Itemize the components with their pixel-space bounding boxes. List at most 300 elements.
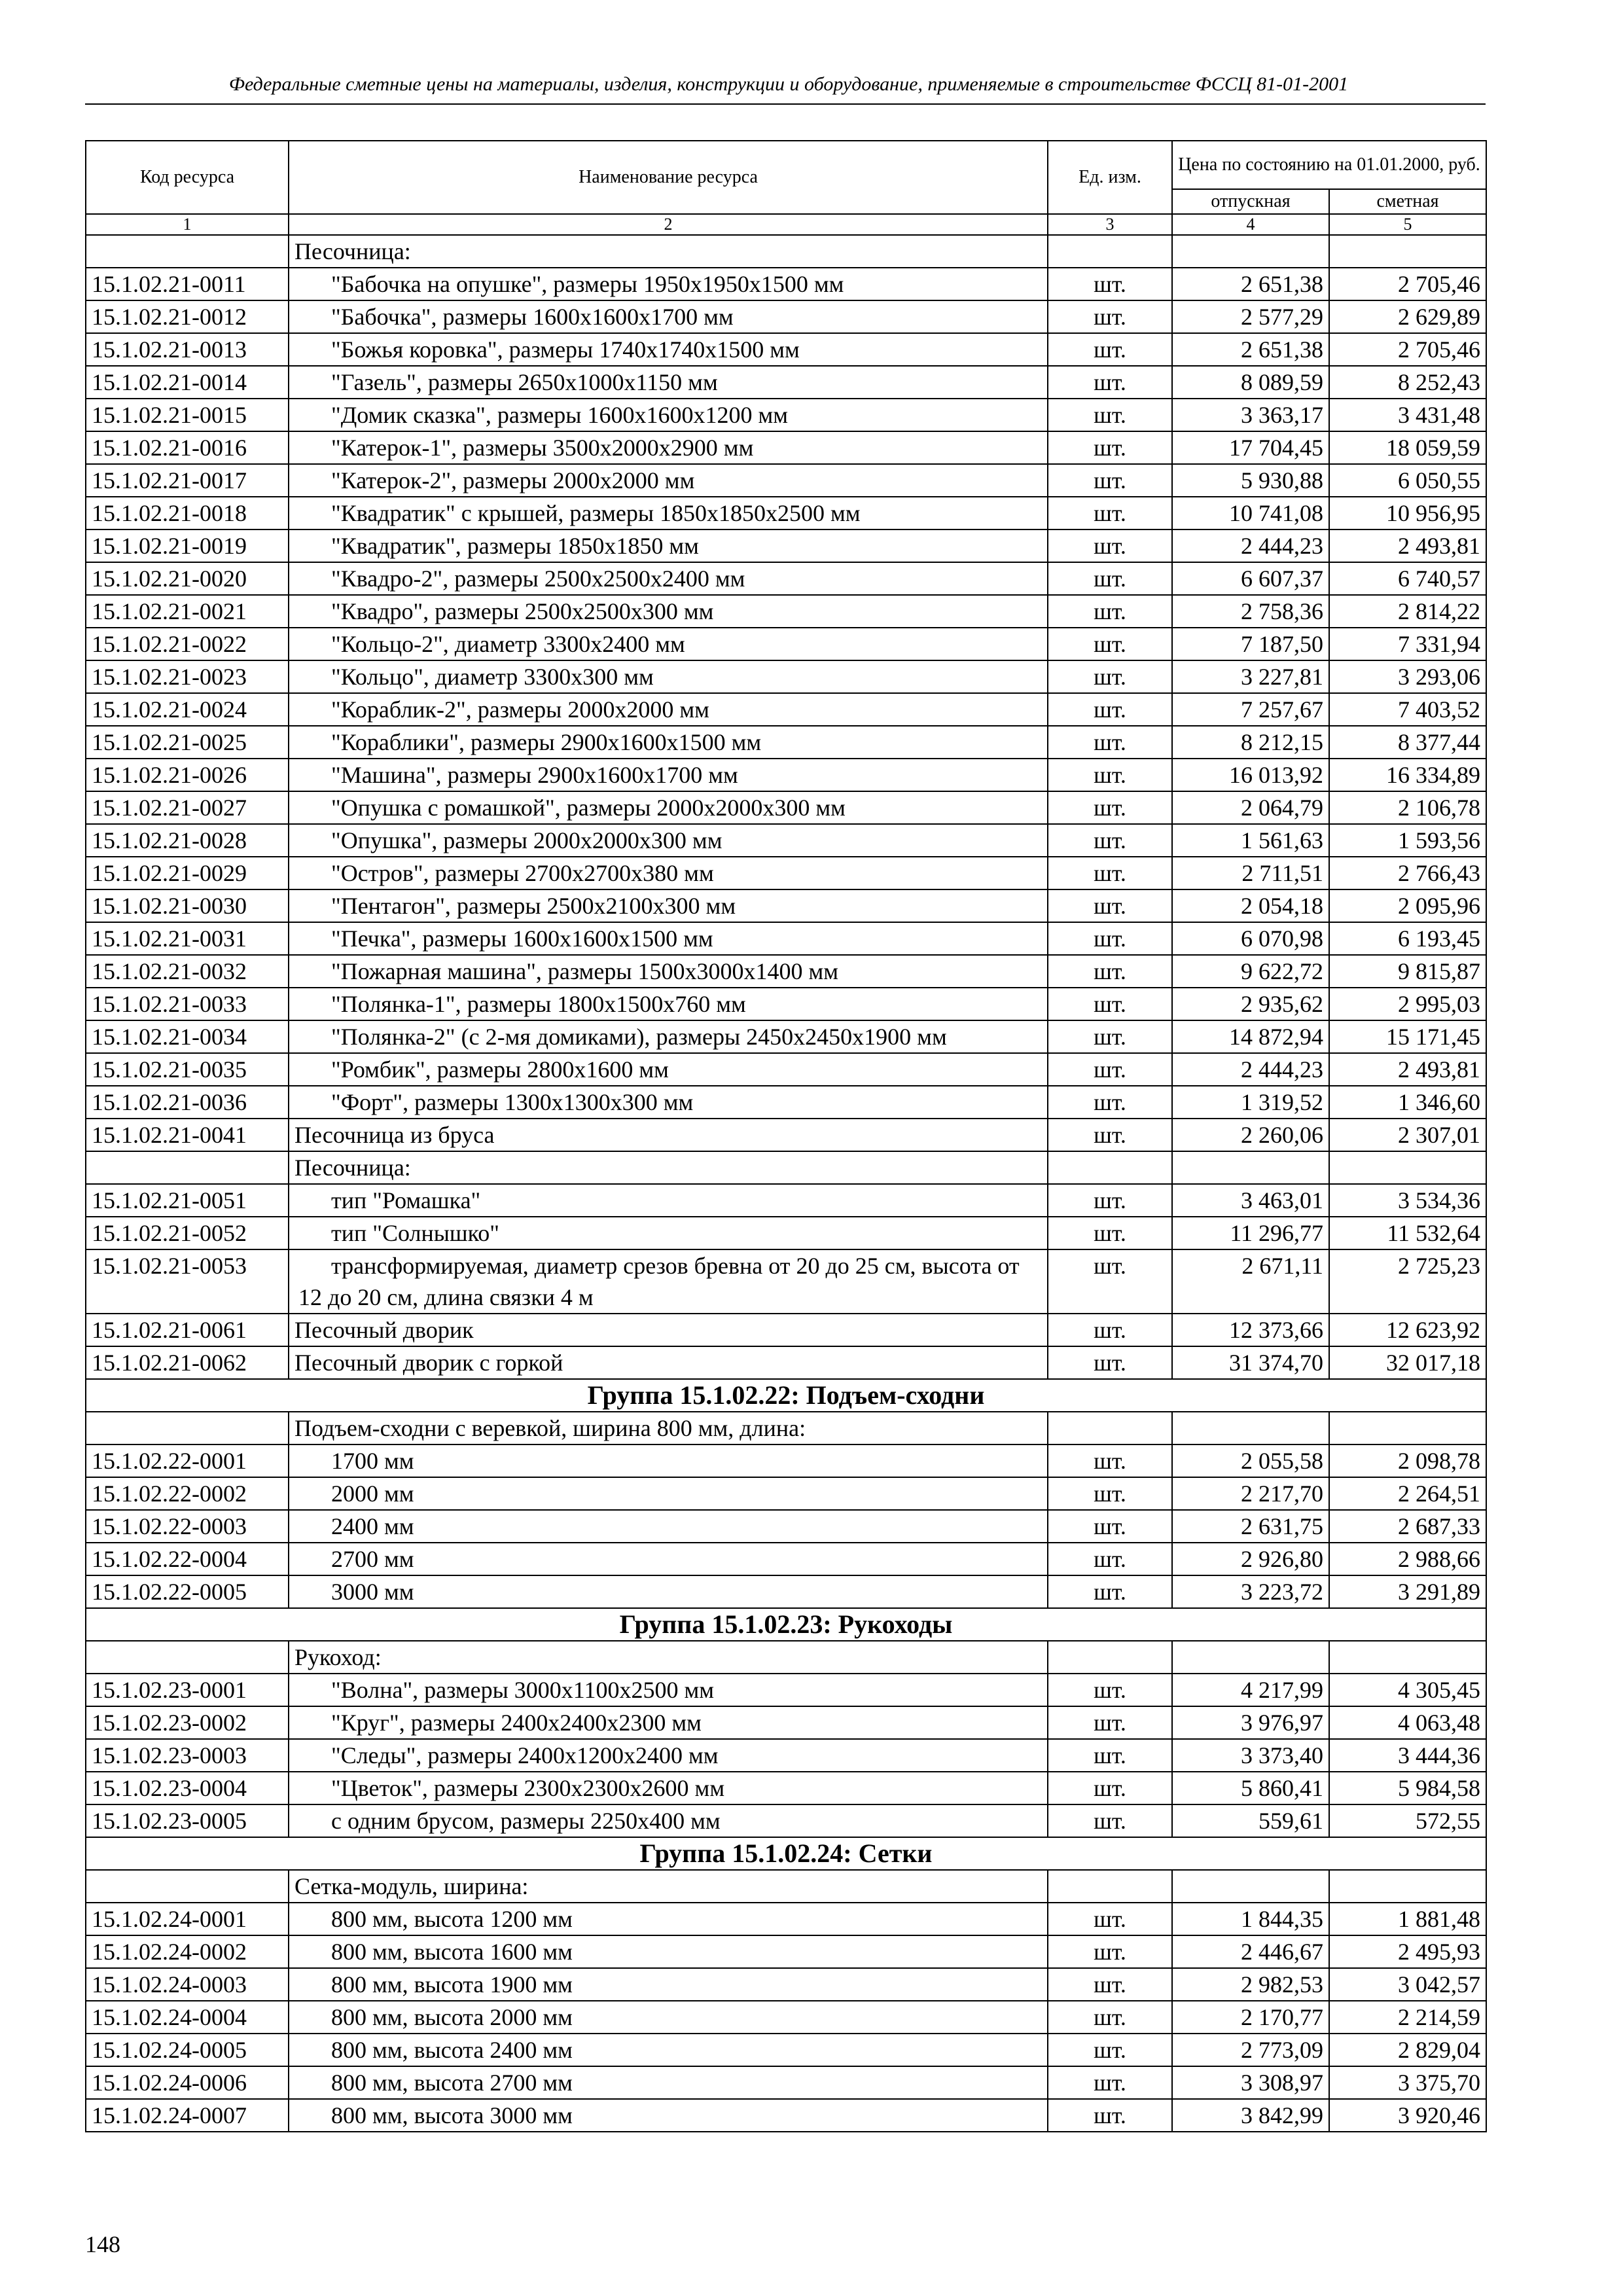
resource-name-cell: [289, 1739, 1048, 1772]
release-price: 2 935,62: [1172, 988, 1329, 1020]
resource-name: Песочница из бруса: [294, 1122, 495, 1148]
table-row: [86, 759, 1486, 791]
empty-cell: [86, 1412, 289, 1444]
resource-name: 800 мм, высота 1600 мм: [331, 1939, 573, 1965]
table-row: [86, 889, 1486, 922]
section-heading: Рукоход:: [289, 1641, 1048, 1674]
resource-code: 15.1.02.21-0051: [86, 1184, 289, 1217]
group-heading-row: [86, 1379, 1486, 1412]
resource-code: 15.1.02.24-0003: [86, 1968, 289, 2001]
estimate-price: 2 705,46: [1329, 333, 1486, 366]
col-number: 3: [1048, 214, 1172, 235]
unit: шт.: [1048, 889, 1172, 922]
resource-name: "Форт", размеры 1300х1300х300 мм: [331, 1089, 694, 1115]
table-row: [86, 1772, 1486, 1804]
unit: шт.: [1048, 955, 1172, 988]
table-row: [86, 1706, 1486, 1739]
resource-code: 15.1.02.23-0003: [86, 1739, 289, 1772]
resource-code: 15.1.02.21-0022: [86, 628, 289, 660]
table-row: [86, 2001, 1486, 2034]
resource-name-cell: [289, 333, 1048, 366]
estimate-price: 2 829,04: [1329, 2034, 1486, 2066]
unit: шт.: [1048, 1543, 1172, 1575]
empty-cell: [1329, 1641, 1486, 1674]
unit: шт.: [1048, 562, 1172, 595]
empty-cell: [1329, 1151, 1486, 1184]
resource-code: 15.1.02.24-0001: [86, 1903, 289, 1935]
col-number: 2: [289, 214, 1048, 235]
resource-name: с одним брусом, размеры 2250х400 мм: [331, 1808, 721, 1834]
header-estimate: сметная: [1329, 189, 1486, 214]
resource-name: "Остров", размеры 2700х2700х380 мм: [331, 860, 714, 886]
table-row: [86, 660, 1486, 693]
release-price: 2 055,58: [1172, 1444, 1329, 1477]
group-heading: Группа 15.1.02.24: Сетки: [86, 1837, 1486, 1870]
estimate-price: 2 495,93: [1329, 1935, 1486, 1968]
release-price: 1 319,52: [1172, 1086, 1329, 1119]
resource-code: 15.1.02.21-0025: [86, 726, 289, 759]
price-table: [85, 140, 1487, 2132]
resource-name-cell: [289, 791, 1048, 824]
section-heading: Подъем-сходни с веревкой, ширина 800 мм, длина:: [289, 1412, 1048, 1444]
resource-code: 15.1.02.22-0004: [86, 1543, 289, 1575]
resource-code: 15.1.02.22-0005: [86, 1575, 289, 1608]
empty-cell: [86, 235, 289, 268]
empty-cell: [1048, 1870, 1172, 1903]
section-heading-row: [86, 235, 1486, 268]
estimate-price: 3 293,06: [1329, 660, 1486, 693]
table-row: [86, 1053, 1486, 1086]
resource-name-cell: [289, 2066, 1048, 2099]
unit: шт.: [1048, 1804, 1172, 1837]
release-price: 7 257,67: [1172, 693, 1329, 726]
resource-name: "Пожарная машина", размеры 1500х3000х1400 мм: [331, 958, 839, 984]
resource-name: "Кораблики", размеры 2900х1600х1500 мм: [331, 729, 762, 755]
unit: шт.: [1048, 1935, 1172, 1968]
section-heading-row: [86, 1870, 1486, 1903]
resource-name: "Квадратик", размеры 1850х1850 мм: [331, 533, 699, 559]
resource-code: 15.1.02.21-0024: [86, 693, 289, 726]
release-price: 1 561,63: [1172, 824, 1329, 857]
group-heading: Группа 15.1.02.22: Подъем-сходни: [86, 1379, 1486, 1412]
unit: шт.: [1048, 824, 1172, 857]
empty-cell: [86, 1151, 289, 1184]
resource-code: 15.1.02.21-0062: [86, 1346, 289, 1379]
estimate-price: 3 375,70: [1329, 2066, 1486, 2099]
resource-name-cell: [289, 268, 1048, 300]
empty-cell: [1172, 1641, 1329, 1674]
release-price: 3 463,01: [1172, 1184, 1329, 1217]
resource-code: 15.1.02.21-0014: [86, 366, 289, 399]
table-row: [86, 2099, 1486, 2132]
resource-code: 15.1.02.21-0020: [86, 562, 289, 595]
resource-name: "Печка", размеры 1600х1600х1500 мм: [331, 925, 713, 952]
resource-name-cell: [289, 1020, 1048, 1053]
resource-name: Песочный дворик: [294, 1317, 474, 1343]
resource-name-cell: [289, 1314, 1048, 1346]
table-row: [86, 1249, 1486, 1314]
resource-name-cell: [289, 1575, 1048, 1608]
resource-name: трансформируемая, диаметр срезов бревна от 20 до 25 см, высота от 12 до 20 см, длина связки 4 м: [298, 1253, 1020, 1310]
table-row: [86, 1346, 1486, 1379]
empty-cell: [1172, 1151, 1329, 1184]
release-price: 5 930,88: [1172, 464, 1329, 497]
resource-code: 15.1.02.23-0001: [86, 1674, 289, 1706]
section-heading: Песочница:: [289, 235, 1048, 268]
table-row: [86, 1575, 1486, 1608]
resource-name: 2700 мм: [331, 1546, 414, 1572]
resource-name-cell: [289, 1935, 1048, 1968]
estimate-price: 5 984,58: [1329, 1772, 1486, 1804]
unit: шт.: [1048, 726, 1172, 759]
release-price: 16 013,92: [1172, 759, 1329, 791]
estimate-price: 2 307,01: [1329, 1119, 1486, 1151]
resource-name-cell: [289, 1543, 1048, 1575]
unit: шт.: [1048, 1575, 1172, 1608]
release-price: 2 651,38: [1172, 333, 1329, 366]
unit: шт.: [1048, 1020, 1172, 1053]
resource-name: тип "Ромашка": [331, 1187, 481, 1213]
group-heading: Группа 15.1.02.23: Рукоходы: [86, 1608, 1486, 1641]
estimate-price: 1 881,48: [1329, 1903, 1486, 1935]
resource-code: 15.1.02.21-0029: [86, 857, 289, 889]
resource-code: 15.1.02.24-0004: [86, 2001, 289, 2034]
unit: шт.: [1048, 1346, 1172, 1379]
estimate-price: 18 059,59: [1329, 431, 1486, 464]
estimate-price: 2 493,81: [1329, 529, 1486, 562]
estimate-price: 3 920,46: [1329, 2099, 1486, 2132]
estimate-price: 8 252,43: [1329, 366, 1486, 399]
section-heading: Сетка-модуль, ширина:: [289, 1870, 1048, 1903]
table-row: [86, 1510, 1486, 1543]
resource-name-cell: [289, 529, 1048, 562]
resource-code: 15.1.02.21-0034: [86, 1020, 289, 1053]
header-price: Цена по состоянию на 01.01.2000, руб.: [1172, 141, 1486, 189]
resource-code: 15.1.02.21-0018: [86, 497, 289, 529]
resource-code: 15.1.02.21-0021: [86, 595, 289, 628]
release-price: 14 872,94: [1172, 1020, 1329, 1053]
table-row: [86, 693, 1486, 726]
resource-code: 15.1.02.21-0052: [86, 1217, 289, 1249]
empty-cell: [1329, 1412, 1486, 1444]
resource-name: "Ромбик", размеры 2800х1600 мм: [331, 1056, 669, 1083]
resource-name: "Опушка", размеры 2000х2000х300 мм: [331, 827, 722, 853]
resource-name: тип "Солнышко": [331, 1220, 499, 1246]
resource-name-cell: [289, 824, 1048, 857]
resource-name-cell: [289, 1510, 1048, 1543]
resource-name-cell: [289, 759, 1048, 791]
unit: шт.: [1048, 497, 1172, 529]
estimate-price: 3 042,57: [1329, 1968, 1486, 2001]
release-price: 2 926,80: [1172, 1543, 1329, 1575]
resource-code: 15.1.02.24-0005: [86, 2034, 289, 2066]
table-row: [86, 1674, 1486, 1706]
resource-name-cell: [289, 1706, 1048, 1739]
resource-name: "Следы", размеры 2400х1200х2400 мм: [331, 1742, 719, 1768]
header-name: Наименование ресурса: [289, 141, 1048, 214]
empty-cell: [1172, 1412, 1329, 1444]
empty-cell: [1048, 1151, 1172, 1184]
resource-code: 15.1.02.23-0005: [86, 1804, 289, 1837]
unit: шт.: [1048, 464, 1172, 497]
table-row: [86, 988, 1486, 1020]
table-header: [86, 141, 1486, 235]
release-price: 3 308,97: [1172, 2066, 1329, 2099]
empty-cell: [86, 1870, 289, 1903]
release-price: 3 842,99: [1172, 2099, 1329, 2132]
resource-name: "Полянка-2" (с 2-мя домиками), размеры 2450х2450х1900 мм: [331, 1024, 947, 1050]
unit: шт.: [1048, 366, 1172, 399]
table-body: [86, 235, 1486, 2132]
table-row: [86, 1217, 1486, 1249]
release-price: 2 773,09: [1172, 2034, 1329, 2066]
section-heading-row: [86, 1151, 1486, 1184]
table-row: [86, 1184, 1486, 1217]
estimate-price: 2 705,46: [1329, 268, 1486, 300]
resource-name: "Машина", размеры 2900х1600х1700 мм: [331, 762, 738, 788]
resource-code: 15.1.02.21-0015: [86, 399, 289, 431]
unit: шт.: [1048, 759, 1172, 791]
unit: шт.: [1048, 1674, 1172, 1706]
resource-name-cell: [289, 1674, 1048, 1706]
resource-name: "Квадро-2", размеры 2500х2500х2400 мм: [331, 565, 745, 592]
resource-name-cell: [289, 1444, 1048, 1477]
resource-name-cell: [289, 464, 1048, 497]
resource-code: 15.1.02.21-0030: [86, 889, 289, 922]
empty-cell: [1329, 1870, 1486, 1903]
release-price: 2 577,29: [1172, 300, 1329, 333]
resource-name-cell: [289, 1772, 1048, 1804]
unit: шт.: [1048, 1053, 1172, 1086]
resource-name-cell: [289, 1804, 1048, 1837]
table-row: [86, 1903, 1486, 1935]
resource-code: 15.1.02.21-0017: [86, 464, 289, 497]
resource-name-cell: [289, 1249, 1048, 1314]
resource-name-cell: [289, 431, 1048, 464]
resource-code: 15.1.02.21-0031: [86, 922, 289, 955]
release-price: 2 444,23: [1172, 529, 1329, 562]
page-number: 148: [85, 2231, 120, 2257]
table-row: [86, 1477, 1486, 1510]
release-price: 5 860,41: [1172, 1772, 1329, 1804]
estimate-price: 2 493,81: [1329, 1053, 1486, 1086]
release-price: 2 170,77: [1172, 2001, 1329, 2034]
unit: шт.: [1048, 1477, 1172, 1510]
table-row: [86, 333, 1486, 366]
estimate-price: 6 193,45: [1329, 922, 1486, 955]
resource-name: "Кораблик-2", размеры 2000х2000 мм: [331, 696, 709, 723]
running-header: Федеральные сметные цены на материалы, изделия, конструкции и оборудование, применяемые в строительстве ФССЦ 81-01-2001: [228, 73, 1349, 95]
resource-name: "Катерок-2", размеры 2000х2000 мм: [331, 467, 695, 493]
estimate-price: 2 106,78: [1329, 791, 1486, 824]
unit: шт.: [1048, 2099, 1172, 2132]
unit: шт.: [1048, 1772, 1172, 1804]
unit: шт.: [1048, 628, 1172, 660]
unit: шт.: [1048, 431, 1172, 464]
table-row: [86, 562, 1486, 595]
resource-name: "Катерок-1", размеры 3500х2000х2900 мм: [331, 435, 754, 461]
estimate-price: 7 331,94: [1329, 628, 1486, 660]
resource-code: 15.1.02.21-0026: [86, 759, 289, 791]
unit: шт.: [1048, 529, 1172, 562]
resource-name-cell: [289, 300, 1048, 333]
estimate-price: 2 995,03: [1329, 988, 1486, 1020]
resource-code: 15.1.02.21-0061: [86, 1314, 289, 1346]
resource-name: "Кольцо", диаметр 3300х300 мм: [331, 664, 654, 690]
unit: шт.: [1048, 2066, 1172, 2099]
release-price: 3 227,81: [1172, 660, 1329, 693]
resource-code: 15.1.02.21-0053: [86, 1249, 289, 1314]
release-price: 1 844,35: [1172, 1903, 1329, 1935]
release-price: 6 607,37: [1172, 562, 1329, 595]
col-number: 5: [1329, 214, 1486, 235]
estimate-price: 8 377,44: [1329, 726, 1486, 759]
table-row: [86, 2034, 1486, 2066]
unit: шт.: [1048, 399, 1172, 431]
resource-name: 800 мм, высота 2000 мм: [331, 2004, 573, 2030]
resource-name: "Волна", размеры 3000х1100х2500 мм: [331, 1677, 714, 1703]
estimate-price: 2 814,22: [1329, 595, 1486, 628]
table-row: [86, 529, 1486, 562]
table-row: [86, 399, 1486, 431]
table-row: [86, 595, 1486, 628]
estimate-price: 7 403,52: [1329, 693, 1486, 726]
resource-name: "Кольцо-2", диаметр 3300х2400 мм: [331, 631, 685, 657]
estimate-price: 2 264,51: [1329, 1477, 1486, 1510]
estimate-price: 572,55: [1329, 1804, 1486, 1837]
estimate-price: 6 050,55: [1329, 464, 1486, 497]
resource-code: 15.1.02.21-0013: [86, 333, 289, 366]
release-price: 2 758,36: [1172, 595, 1329, 628]
estimate-price: 4 305,45: [1329, 1674, 1486, 1706]
empty-cell: [1048, 235, 1172, 268]
resource-name: 2000 мм: [331, 1480, 414, 1507]
unit: шт.: [1048, 660, 1172, 693]
unit: шт.: [1048, 1444, 1172, 1477]
resource-name: 800 мм, высота 2700 мм: [331, 2070, 573, 2096]
estimate-price: 3 444,36: [1329, 1739, 1486, 1772]
estimate-price: 15 171,45: [1329, 1020, 1486, 1053]
table-row: [86, 2066, 1486, 2099]
estimate-price: 12 623,92: [1329, 1314, 1486, 1346]
release-price: 559,61: [1172, 1804, 1329, 1837]
resource-name: 800 мм, высота 3000 мм: [331, 2102, 573, 2128]
unit: шт.: [1048, 1968, 1172, 2001]
resource-code: 15.1.02.23-0004: [86, 1772, 289, 1804]
resource-name-cell: [289, 1477, 1048, 1510]
resource-code: 15.1.02.21-0016: [86, 431, 289, 464]
resource-name-cell: [289, 988, 1048, 1020]
estimate-price: 2 988,66: [1329, 1543, 1486, 1575]
resource-name: "Божья коровка", размеры 1740х1740х1500 мм: [331, 336, 800, 363]
resource-name-cell: [289, 2099, 1048, 2132]
release-price: 9 622,72: [1172, 955, 1329, 988]
resource-name-cell: [289, 726, 1048, 759]
table-row: [86, 1935, 1486, 1968]
resource-code: 15.1.02.21-0036: [86, 1086, 289, 1119]
resource-code: 15.1.02.21-0035: [86, 1053, 289, 1086]
resource-name: Песочный дворик с горкой: [294, 1350, 563, 1376]
header-release: отпускная: [1172, 189, 1329, 214]
table-row: [86, 824, 1486, 857]
release-price: 3 373,40: [1172, 1739, 1329, 1772]
resource-name-cell: [289, 497, 1048, 529]
estimate-price: 1 346,60: [1329, 1086, 1486, 1119]
header-rule: [85, 103, 1486, 105]
estimate-price: 9 815,87: [1329, 955, 1486, 988]
unit: шт.: [1048, 988, 1172, 1020]
release-price: 2 054,18: [1172, 889, 1329, 922]
unit: шт.: [1048, 1739, 1172, 1772]
unit: шт.: [1048, 1903, 1172, 1935]
unit: шт.: [1048, 268, 1172, 300]
estimate-price: 1 593,56: [1329, 824, 1486, 857]
table-row: [86, 726, 1486, 759]
resource-name-cell: [289, 2034, 1048, 2066]
empty-cell: [1048, 1641, 1172, 1674]
estimate-price: 11 532,64: [1329, 1217, 1486, 1249]
table-row: [86, 1119, 1486, 1151]
group-heading-row: [86, 1837, 1486, 1870]
table-row: [86, 1739, 1486, 1772]
resource-name-cell: [289, 955, 1048, 988]
section-heading-row: [86, 1412, 1486, 1444]
estimate-price: 2 687,33: [1329, 1510, 1486, 1543]
unit: шт.: [1048, 1706, 1172, 1739]
group-heading-row: [86, 1608, 1486, 1641]
resource-name-cell: [289, 595, 1048, 628]
release-price: 17 704,45: [1172, 431, 1329, 464]
estimate-price: 32 017,18: [1329, 1346, 1486, 1379]
release-price: 3 976,97: [1172, 1706, 1329, 1739]
release-price: 2 260,06: [1172, 1119, 1329, 1151]
resource-code: 15.1.02.21-0032: [86, 955, 289, 988]
resource-name-cell: [289, 1968, 1048, 2001]
resource-name: "Бабочка на опушке", размеры 1950х1950х1500 мм: [331, 271, 844, 297]
resource-code: 15.1.02.21-0012: [86, 300, 289, 333]
table-row: [86, 464, 1486, 497]
release-price: 11 296,77: [1172, 1217, 1329, 1249]
release-price: 8 089,59: [1172, 366, 1329, 399]
resource-name-cell: [289, 399, 1048, 431]
empty-cell: [1172, 235, 1329, 268]
resource-code: 15.1.02.21-0019: [86, 529, 289, 562]
resource-code: 15.1.02.21-0011: [86, 268, 289, 300]
table-row: [86, 791, 1486, 824]
release-price: 7 187,50: [1172, 628, 1329, 660]
estimate-price: 2 629,89: [1329, 300, 1486, 333]
resource-code: 15.1.02.24-0006: [86, 2066, 289, 2099]
empty-cell: [1172, 1870, 1329, 1903]
release-price: 2 064,79: [1172, 791, 1329, 824]
resource-name: 800 мм, высота 1200 мм: [331, 1906, 573, 1932]
resource-name-cell: [289, 1119, 1048, 1151]
unit: шт.: [1048, 595, 1172, 628]
resource-name: 2400 мм: [331, 1513, 414, 1539]
resource-name-cell: [289, 2001, 1048, 2034]
resource-code: 15.1.02.22-0001: [86, 1444, 289, 1477]
resource-code: 15.1.02.21-0027: [86, 791, 289, 824]
header-code: Код ресурса: [86, 141, 289, 214]
resource-name: "Полянка-1", размеры 1800х1500х760 мм: [331, 991, 746, 1017]
resource-name-cell: [289, 628, 1048, 660]
table-row: [86, 431, 1486, 464]
resource-code: 15.1.02.24-0007: [86, 2099, 289, 2132]
resource-name-cell: [289, 922, 1048, 955]
table-row: [86, 1314, 1486, 1346]
unit: шт.: [1048, 1314, 1172, 1346]
resource-name-cell: [289, 660, 1048, 693]
